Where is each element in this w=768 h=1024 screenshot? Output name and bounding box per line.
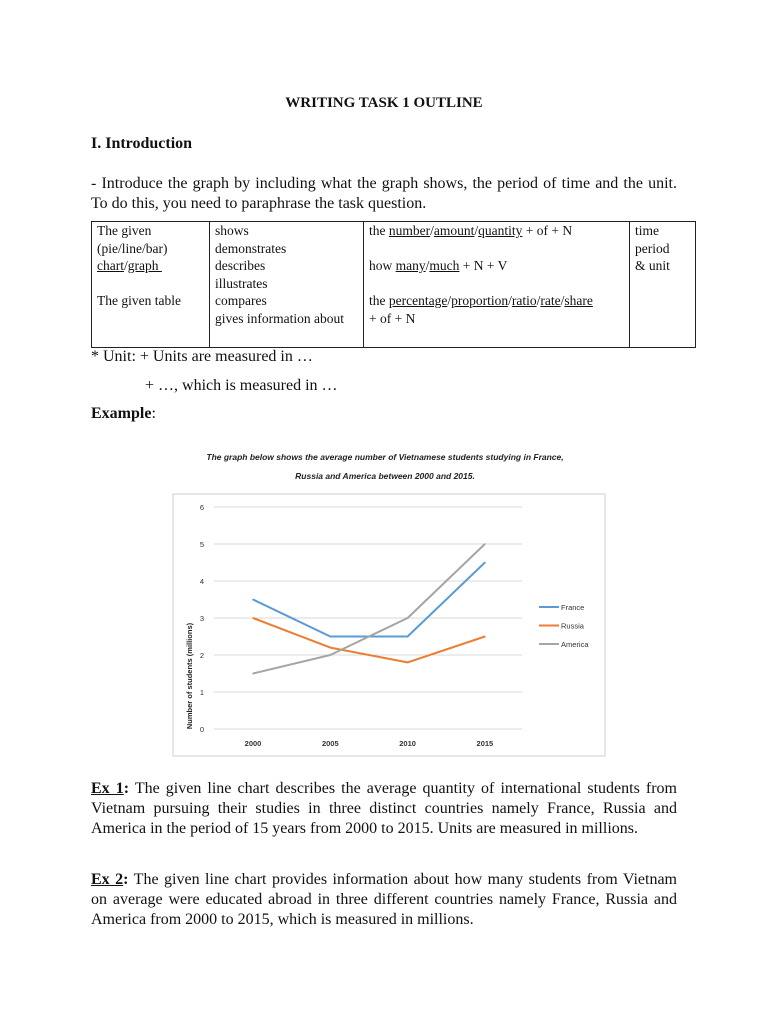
document-title: WRITING TASK 1 OUTLINE [285,95,483,111]
table-text: (pie/line/bar) [97,240,168,256]
table-text: time [635,223,659,238]
ex1-text: The given line chart describes the average quantity of international students from Vietnam pursuing their studies in three distinct countries namely France, Russia and America in the period of 15 years from 2000 to 2015. Units are measured in millions. [91,780,678,837]
x-tick-label: 2010 [399,739,416,748]
ex2-label: Ex 2 [91,871,124,888]
table-text: the number/amount/quantity + of + N [369,223,573,238]
y-tick-label: 0 [199,725,204,734]
y-tick-label: 1 [199,688,204,697]
table-text: shows [215,223,249,238]
table-text: the percentage/proportion/ratio/rate/share [369,293,593,309]
data-point-russia [484,636,486,638]
y-tick-label: 4 [199,577,204,586]
data-point-america [330,654,332,656]
data-point-russia [330,647,332,649]
outline-table [91,221,696,348]
table-text: period [635,240,670,256]
introduction-paragraph: - Introduce the graph by including what the graph shows, the period of time and the unit. To do this, you need to paraphrase the task question. [91,175,677,212]
data-point-america [407,617,409,619]
y-tick-label: 6 [199,503,204,512]
legend-label-russia: Russia [561,621,584,631]
ex2-colon: : [123,871,129,888]
x-tick-label: 2005 [321,739,339,748]
data-point-russia [252,617,254,619]
y-tick-label: 2 [199,651,204,660]
table-text: how many/much + N + V [369,258,508,274]
table-cell-phrases [364,222,630,348]
unit-note-2: + …, which is measured in … [145,377,338,394]
table-text: graph [127,258,162,274]
table-text: compares [215,293,267,309]
table-cell-time-unit [630,222,696,348]
section-heading-introduction: I. Introduction [91,135,193,152]
unit-note-1: * Unit: + Units are measured in … [91,348,313,365]
ex2-text: The given line chart provides information about how many students from Vietnam on average were educated abroad in three different countries namely France, Russia and America from 2000 to 2015, which is measured in millions. [91,871,678,928]
data-point-france [484,562,486,564]
example-heading [91,405,156,423]
ex1-colon: : [123,780,130,797]
data-point-america [252,673,254,675]
example-2-paragraph [91,870,677,930]
table-text: / [123,258,128,274]
x-tick-label: 2015 [476,739,494,748]
x-tick-label: 2000 [244,739,262,748]
table-text: illustrates [215,275,268,291]
table-cell-subject [92,222,210,348]
legend-label-america: America [561,640,589,649]
table-text: demonstrates [215,240,287,256]
table-text: describes [215,258,266,274]
example-colon: : [151,405,156,422]
legend-label-france: France [561,603,585,612]
chart-title-line-2: Russia and America between 2000 and 2015. [295,471,475,481]
table-text: gives information about [215,310,344,326]
data-point-france [330,636,332,638]
ex1-label: Ex 1 [91,780,124,797]
data-point-france [252,599,254,601]
line-chart [170,440,610,760]
data-point-france [407,636,409,638]
table-text: chart [97,258,124,274]
table-text: The given table [97,293,181,309]
y-axis-label: Number of students (millions) [185,622,194,730]
table-text: The given [97,223,152,238]
data-point-russia [407,662,409,664]
data-point-america [484,543,486,545]
y-tick-label: 3 [199,614,204,623]
example-label: Example [91,405,152,422]
example-1-paragraph [91,779,677,839]
table-text [97,257,204,275]
table-cell-verbs [210,222,364,348]
table-text: + of + N [369,310,416,326]
table-text: & unit [635,258,670,274]
chart-title-line-1: The graph below shows the average number of Vietnamese students studying in France, [206,452,564,462]
y-tick-label: 5 [199,540,204,549]
